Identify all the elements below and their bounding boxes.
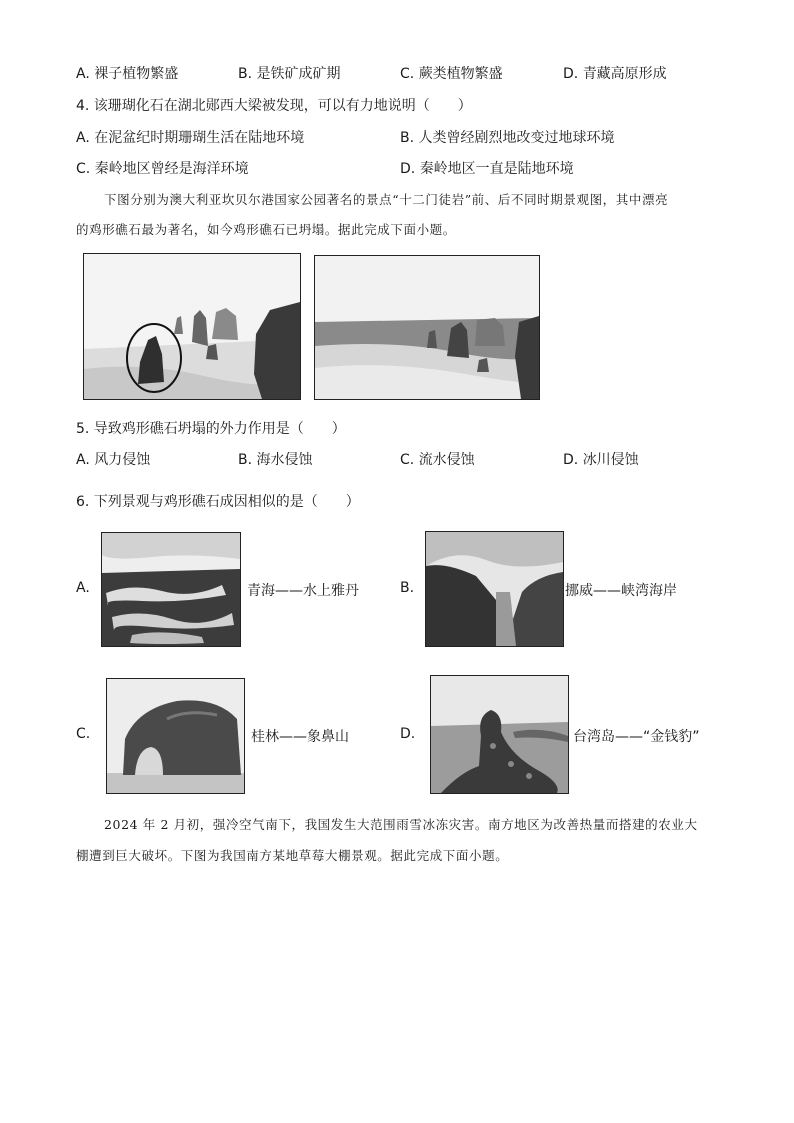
- photo-twelve-apostles-after: [314, 255, 540, 400]
- option-text: 秦岭地区曾经是海洋环境: [94, 161, 249, 177]
- option-letter: D.: [563, 452, 579, 468]
- q3-option-c: [400, 63, 503, 83]
- q3-option-a: [76, 63, 178, 83]
- q6-option-c-letter: C.: [76, 726, 91, 742]
- option-text: 流水侵蚀: [418, 452, 475, 468]
- intro2-line1: 2024 年 2 月初，强冷空气南下，我国发生大范围雨雪冰冻灾害。南方地区为改善热量而搭建的农业大: [104, 817, 698, 832]
- photo-taiwan-leopard-rock: [430, 675, 569, 794]
- option-letter: D.: [563, 66, 579, 82]
- option-text: 青藏高原形成: [582, 66, 667, 82]
- option-letter: A.: [76, 452, 90, 468]
- option-text: 海水侵蚀: [256, 452, 313, 468]
- option-letter: B.: [238, 452, 253, 468]
- q6-option-b-letter: B.: [400, 580, 415, 596]
- intro2-line2: 棚遭到巨大破坏。下图为我国南方某地草莓大棚景观。据此完成下面小题。: [76, 848, 509, 863]
- q6-option-c-caption: 桂林——象鼻山: [251, 729, 349, 745]
- option-letter: A.: [76, 130, 90, 146]
- option-letter: B.: [238, 66, 253, 82]
- option-letter: B.: [400, 130, 415, 146]
- q4-option-b: [400, 127, 615, 147]
- option-text: 秦岭地区一直是陆地环境: [419, 161, 574, 177]
- option-letter: C.: [76, 161, 91, 177]
- q6-option-d-letter: D.: [400, 726, 416, 742]
- q6-option-d-caption: 台湾岛——“金钱豹”: [573, 729, 700, 745]
- q4-option-a: [76, 127, 304, 147]
- q5-option-d: [563, 449, 639, 469]
- option-text: 裸子植物繁盛: [94, 66, 179, 82]
- photo-norway-fjord: [425, 531, 564, 647]
- photo-guilin-elephant-trunk: [106, 678, 245, 794]
- q6-option-b-caption: 挪威——峡湾海岸: [565, 583, 677, 599]
- q5-option-c: [400, 449, 475, 469]
- intro1-line2: 的鸡形礁石最为著名，如今鸡形礁石已坍塌。据此完成下面小题。: [76, 222, 456, 237]
- q5-option-a: [76, 449, 150, 469]
- option-letter: A.: [76, 66, 90, 82]
- q5-option-b: [238, 449, 313, 469]
- q6-option-a-letter: A.: [76, 580, 90, 596]
- q5-stem: 5. 导致鸡形礁石坍塌的外力作用是（ ）: [76, 421, 346, 437]
- photo-twelve-apostles-before: [83, 253, 301, 400]
- q4-option-d: [400, 158, 574, 178]
- q6-stem: 6. 下列景观与鸡形礁石成因相似的是（ ）: [76, 494, 360, 510]
- q4-stem: 4. 该珊瑚化石在湖北郧西大梁被发现，可以有力地说明（ ）: [76, 98, 472, 114]
- option-text: 在泥盆纪时期珊瑚生活在陆地环境: [94, 130, 305, 146]
- option-text: 冰川侵蚀: [582, 452, 639, 468]
- option-text: 人类曾经剧烈地改变过地球环境: [418, 130, 615, 146]
- q4-option-c: [76, 158, 249, 178]
- option-text: 风力侵蚀: [94, 452, 151, 468]
- option-text: 是铁矿成矿期: [256, 66, 341, 82]
- q3-option-b: [238, 63, 341, 83]
- q6-option-a-caption: 青海——水上雅丹: [247, 583, 359, 599]
- intro1-line1: 下图分别为澳大利亚坎贝尔港国家公园著名的景点“十二门徒岩”前、后不同时期景观图，其中漂亮: [104, 192, 669, 207]
- option-text: 蕨类植物繁盛: [418, 66, 503, 82]
- option-letter: D.: [400, 161, 416, 177]
- photo-qinghai-yardang: [101, 532, 241, 647]
- option-letter: C.: [400, 66, 415, 82]
- q3-option-d: [563, 63, 667, 83]
- option-letter: C.: [400, 452, 415, 468]
